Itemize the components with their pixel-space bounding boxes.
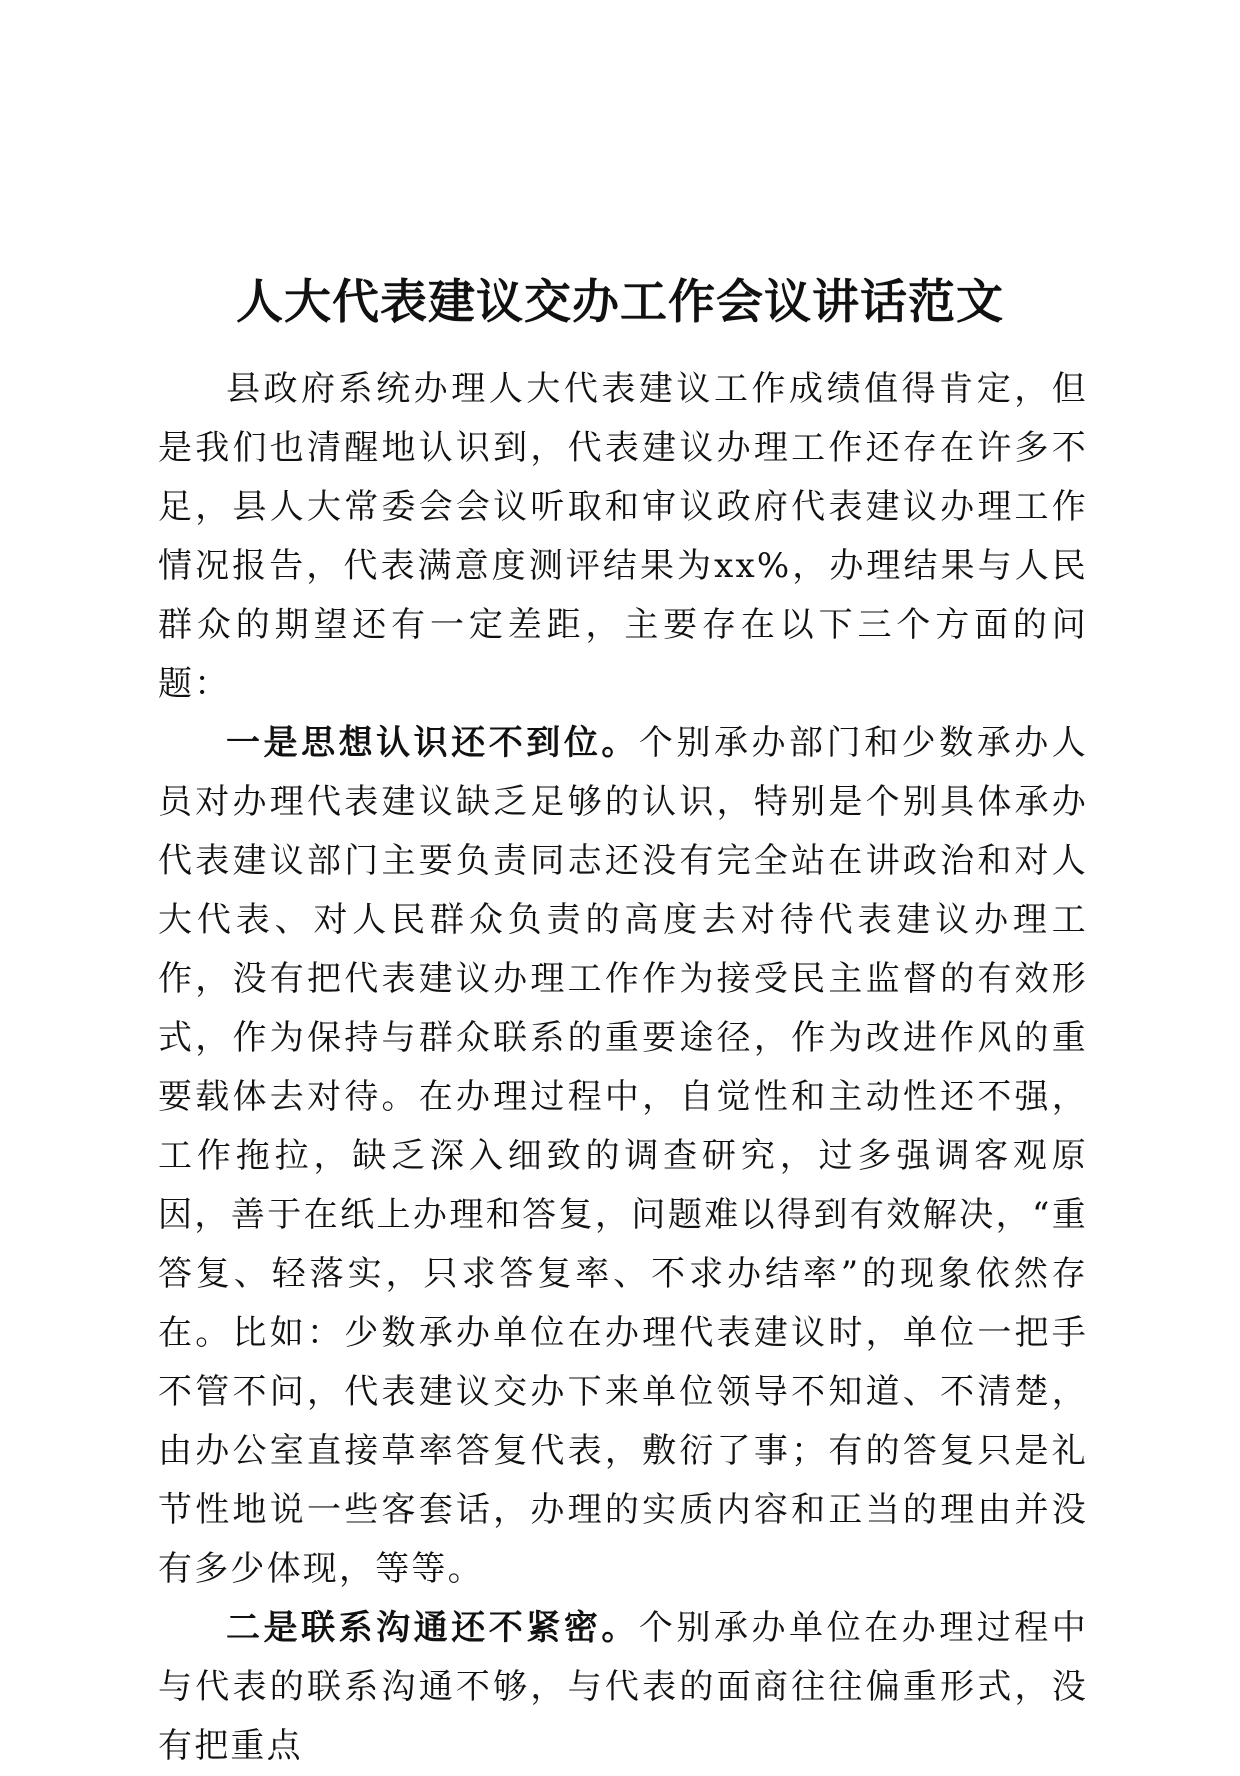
- paragraph-issue-2: [158, 1599, 1088, 1776]
- paragraph-issue-1: [158, 714, 1088, 1599]
- paragraph-lead: 二是联系沟通还不紧密。: [226, 1608, 639, 1648]
- paragraph-lead: 一是思想认识还不到位。: [226, 723, 639, 763]
- paragraph-intro: [158, 360, 1088, 714]
- paragraph-text: 个别承办部门和少数承办人员对办理代表建议缺乏足够的认识，特别是个别具体承办代表建议部门主要负责同志还没有完全站在讲政治和对人大代表、对人民群众负责的高度去对待代表建议办理工作，没有把代表建议办理工作作为接受民主监督的有效形式，作为保持与群众联系的重要途径，作为改进作风的重要载体去对待。在办理过程中，自觉性和主动性还不强，工作拖拉，缺乏深入细致的调查研究，过多强调客观原因，善于在纸上办理和答复，问题难以得到有效解决，“重答复、轻落实，只求答复率、不求办结率”的现象依然存在。比如：少数承办单位在办理代表建议时，单位一把手不管不问，代表建议交办下来单位领导不知道、不清楚，由办公室直接草率答复代表，敷衍了事；有的答复只是礼节性地说一些客套话，办理的实质内容和正当的理由并没有多少体现，等等。: [158, 723, 1089, 1589]
- document-title: 人大代表建议交办工作会议讲话范文: [236, 275, 1004, 330]
- paragraph-text: 县政府系统办理人大代表建议工作成绩值得肯定，但是我们也清醒地认识到，代表建议办理工作还存在许多不足，县人大常委会会议听取和审议政府代表建议办理工作情况报告，代表满意度测评结果为xx%，办理结果与人民群众的期望还有一定差距，主要存在以下三个方面的问题：: [158, 369, 1088, 704]
- paragraph-text: 个别承办单位在办理过程中与代表的联系沟通不够，与代表的面商往往偏重形式，没有把重点: [158, 1608, 1089, 1766]
- document-body: [158, 360, 1088, 1776]
